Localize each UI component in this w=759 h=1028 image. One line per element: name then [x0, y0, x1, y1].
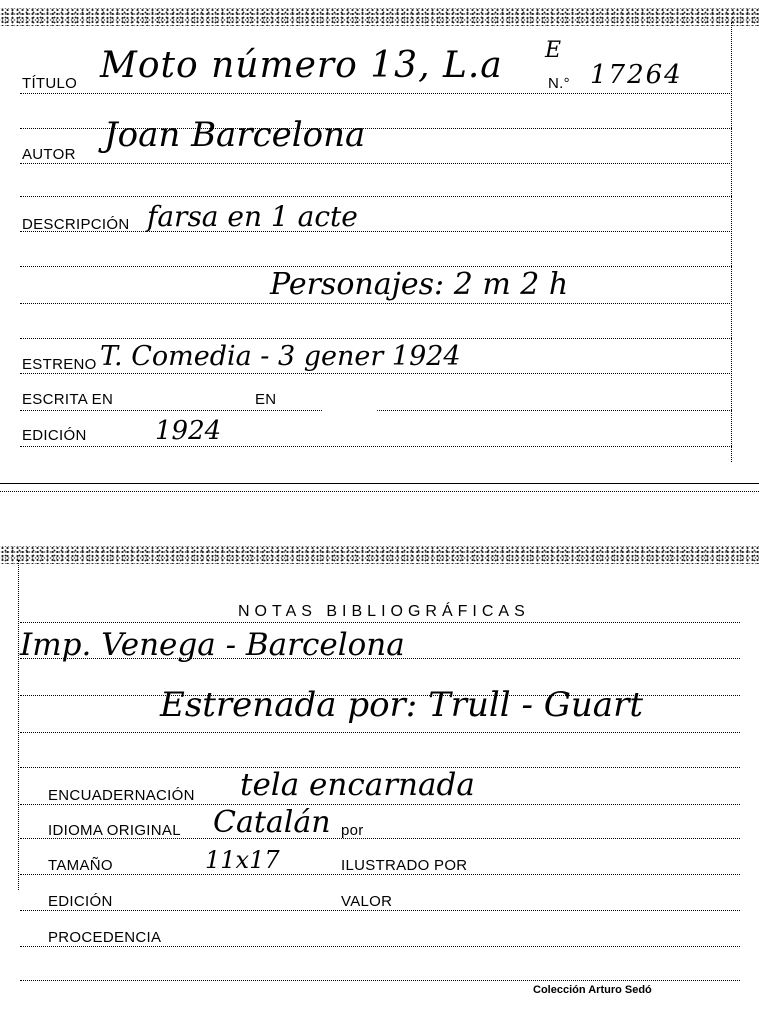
personajes-handwritten: Personajes: 2 m 2 h — [270, 267, 569, 302]
note-line2-handwritten: Estrenada por: Trull - Guart — [160, 685, 643, 725]
catalog-card-back — [0, 540, 759, 1028]
edicion-label: EDICIÓN — [22, 427, 87, 444]
tamano-handwritten: 11x17 — [205, 846, 280, 874]
ruled-line — [20, 910, 740, 911]
paper-smudge — [372, 916, 428, 946]
ruled-line — [20, 446, 732, 447]
card-top-edge — [0, 8, 759, 26]
ruled-line — [20, 622, 740, 623]
idioma-handwritten: Catalán — [213, 805, 331, 840]
titulo-label: TÍTULO — [22, 75, 78, 92]
idioma-label: IDIOMA ORIGINAL — [48, 822, 181, 839]
ilustrado-label: ILUSTRADO POR — [341, 857, 468, 874]
tamano-label: TAMAÑO — [48, 857, 113, 874]
encuadernacion-label: ENCUADERNACIÓN — [48, 787, 195, 804]
en-label: EN — [255, 391, 277, 408]
valor-label: VALOR — [341, 893, 393, 910]
ruled-line — [20, 338, 732, 339]
paper-smudge — [320, 400, 380, 436]
escrita-label: ESCRITA EN — [22, 391, 114, 408]
card-bottom-rule — [0, 483, 759, 484]
autor-label: AUTOR — [22, 146, 76, 163]
number-handwritten: 17264 — [590, 60, 683, 90]
ruled-line — [20, 303, 732, 304]
descripcion-handwritten: farsa en 1 acte — [147, 200, 358, 233]
ruled-line — [20, 732, 740, 733]
ruled-line — [20, 196, 732, 197]
ruled-line — [20, 946, 740, 947]
card-left-border — [18, 560, 19, 890]
titulo-handwritten: Moto número 13, L.a — [100, 45, 503, 86]
edicion-handwritten: 1924 — [155, 416, 222, 446]
autor-handwritten: Joan Barcelona — [104, 115, 366, 155]
number-mark-handwritten: E — [545, 38, 562, 63]
estreno-label: ESTRENO — [22, 356, 97, 373]
encuadernacion-handwritten: tela encarnada — [240, 767, 475, 803]
notas-heading: NOTAS BIBLIOGRÁFICAS — [238, 603, 530, 620]
note-line1-handwritten: Imp. Venega - Barcelona — [20, 627, 405, 663]
card-bottom-dotted — [0, 491, 759, 492]
estreno-handwritten: T. Comedia - 3 gener 1924 — [100, 341, 461, 372]
card-right-border — [731, 22, 732, 462]
ruled-line — [20, 874, 740, 875]
por-label: por — [341, 822, 364, 839]
ruled-line — [20, 93, 732, 94]
ruled-line — [20, 163, 732, 164]
descripcion-label: DESCRIPCIÓN — [22, 216, 130, 233]
ruled-line — [20, 373, 732, 374]
catalog-card-front — [0, 0, 759, 490]
number-label: N.° — [548, 75, 570, 92]
edicion-label-back: EDICIÓN — [48, 893, 113, 910]
procedencia-label: PROCEDENCIA — [48, 929, 162, 946]
collection-footer: Colección Arturo Sedó — [533, 984, 652, 996]
ruled-line — [20, 804, 740, 805]
ruled-line — [20, 980, 740, 981]
card-top-edge — [0, 546, 759, 564]
